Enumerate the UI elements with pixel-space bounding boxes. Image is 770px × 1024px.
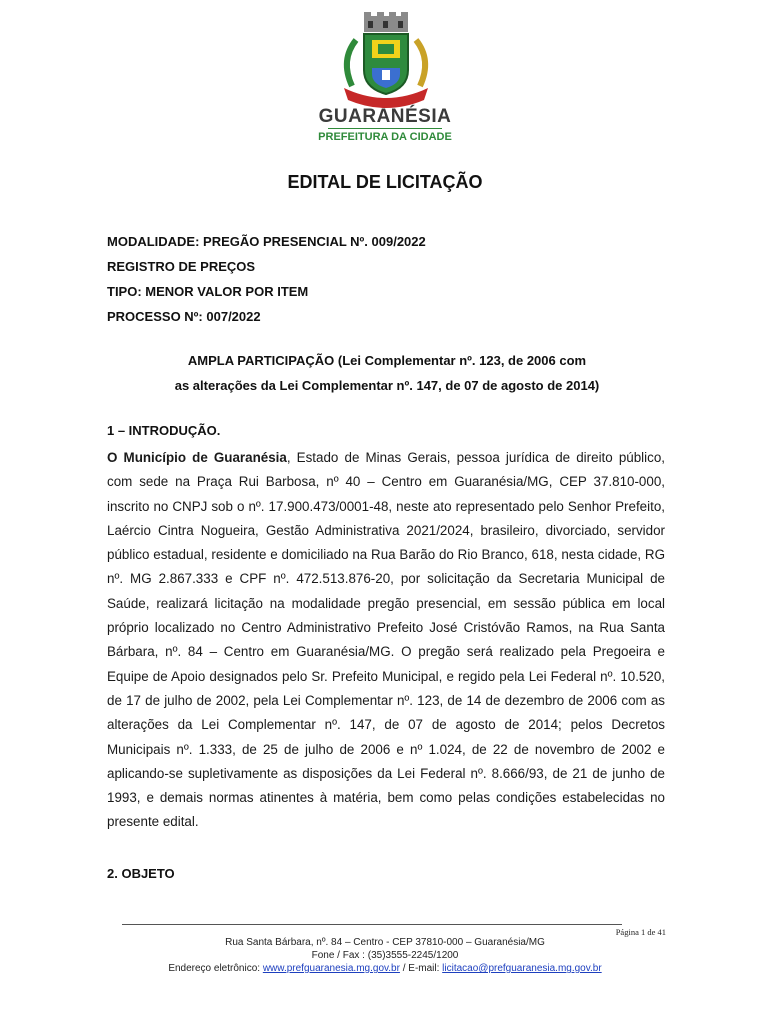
footer-divider [122, 924, 622, 925]
brand-divider [328, 128, 442, 129]
section-1-heading: 1 – INTRODUÇÃO. [107, 423, 221, 438]
footer-contacts [0, 962, 770, 975]
processo-line: PROCESSO Nº: 007/2022 [107, 309, 261, 324]
document-meta [107, 229, 426, 329]
page-number: Página 1 de 41 [615, 927, 666, 937]
ampla-line-1: AMPLA PARTICIPAÇÃO (Lei Complementar nº. 123, de 2006 com [187, 353, 587, 368]
document-title: EDITAL DE LICITAÇÃO [287, 172, 483, 192]
ampla-participacao-note [107, 348, 667, 398]
ampla-line-2: as alterações da Lei Complementar nº. 147, de 07 de agosto de 2014) [174, 378, 600, 393]
tipo-line: TIPO: MENOR VALOR POR ITEM [107, 284, 309, 299]
footer-address: Rua Santa Bárbara, nº. 84 – Centro - CEP 37810-000 – Guaranésia/MG [225, 937, 545, 948]
website-link[interactable]: www.prefguaranesia.mg.gov.br [262, 963, 400, 974]
modalidade-line: MODALIDADE: PREGÃO PRESENCIAL Nº. 009/2022 [107, 234, 426, 249]
section-2-heading: 2. OBJETO [107, 866, 175, 881]
footer-email-prefix: Endereço eletrônico: [168, 963, 263, 974]
footer-separator: / E-mail: [399, 963, 443, 974]
city-coat-of-arms-logo [326, 10, 446, 150]
registro-line: REGISTRO DE PREÇOS [107, 259, 256, 274]
brand-subtitle: PREFEITURA DA CIDADE [318, 131, 452, 143]
introduction-paragraph [107, 446, 665, 835]
brand-name: GUARANÉSIA [318, 106, 452, 127]
email-link[interactable]: licitacao@prefguaranesia.mg.gov.br [442, 963, 602, 974]
page-footer [0, 936, 770, 975]
footer-phone: Fone / Fax : (35)3555-2245/1200 [311, 950, 459, 961]
intro-body: , Estado de Minas Gerais, pessoa jurídica de direito público, com sede na Praça Rui Barbosa, nº 40 – Centro em Guaranésia/MG, CEP 37.810-000, inscrito no CNPJ sob o nº. 17.900.473/0001-48, neste ato representado pelo Senhor Prefeito, Laércio Cintra Nogueira, Gestão Administrativa 2021/2024, brasileiro, divorciado, servidor público estadual, residente e domiciliado na Rua Barão do Rio Branco, 618, nesta cidade, RG nº. MG 2.867.333 e CPF nº. 472.513.876-20, por solicitação da Secretaria Municipal de Saúde, realizará licitação na modalidade pregão presencial, em sessão pública em local próprio localizado no Centro Administrativo Prefeito José Cristóvão Ramos, na Rua Santa Bárbara, nº. 84 – Centro em Guaranésia/MG. O pregão será realizado pela Pregoeira e Equipe de Apoio designados pelo Sr. Prefeito Municipal, e regido pela Lei Federal nº. 10.520, de 17 de julho de 2002, pela Lei Complementar nº. 123, de 14 de dezembro de 2006 com as alterações da Lei Complementar nº. 147, de 07 de agosto de 2014; pelos Decretos Municipais nº. 1.333, de 25 de julho de 2006 e nº 1.024, de 22 de novembro de 2002 e aplicando-se supletivamente as disposições da Lei Federal nº. 8.666/93, de 21 de junho de 1993, e demais normas atinentes à matéria, bem como pelas condições estabelecidas no presente edital. [107, 450, 665, 830]
intro-bold-lead: O Município de Guaranésia [107, 450, 287, 465]
